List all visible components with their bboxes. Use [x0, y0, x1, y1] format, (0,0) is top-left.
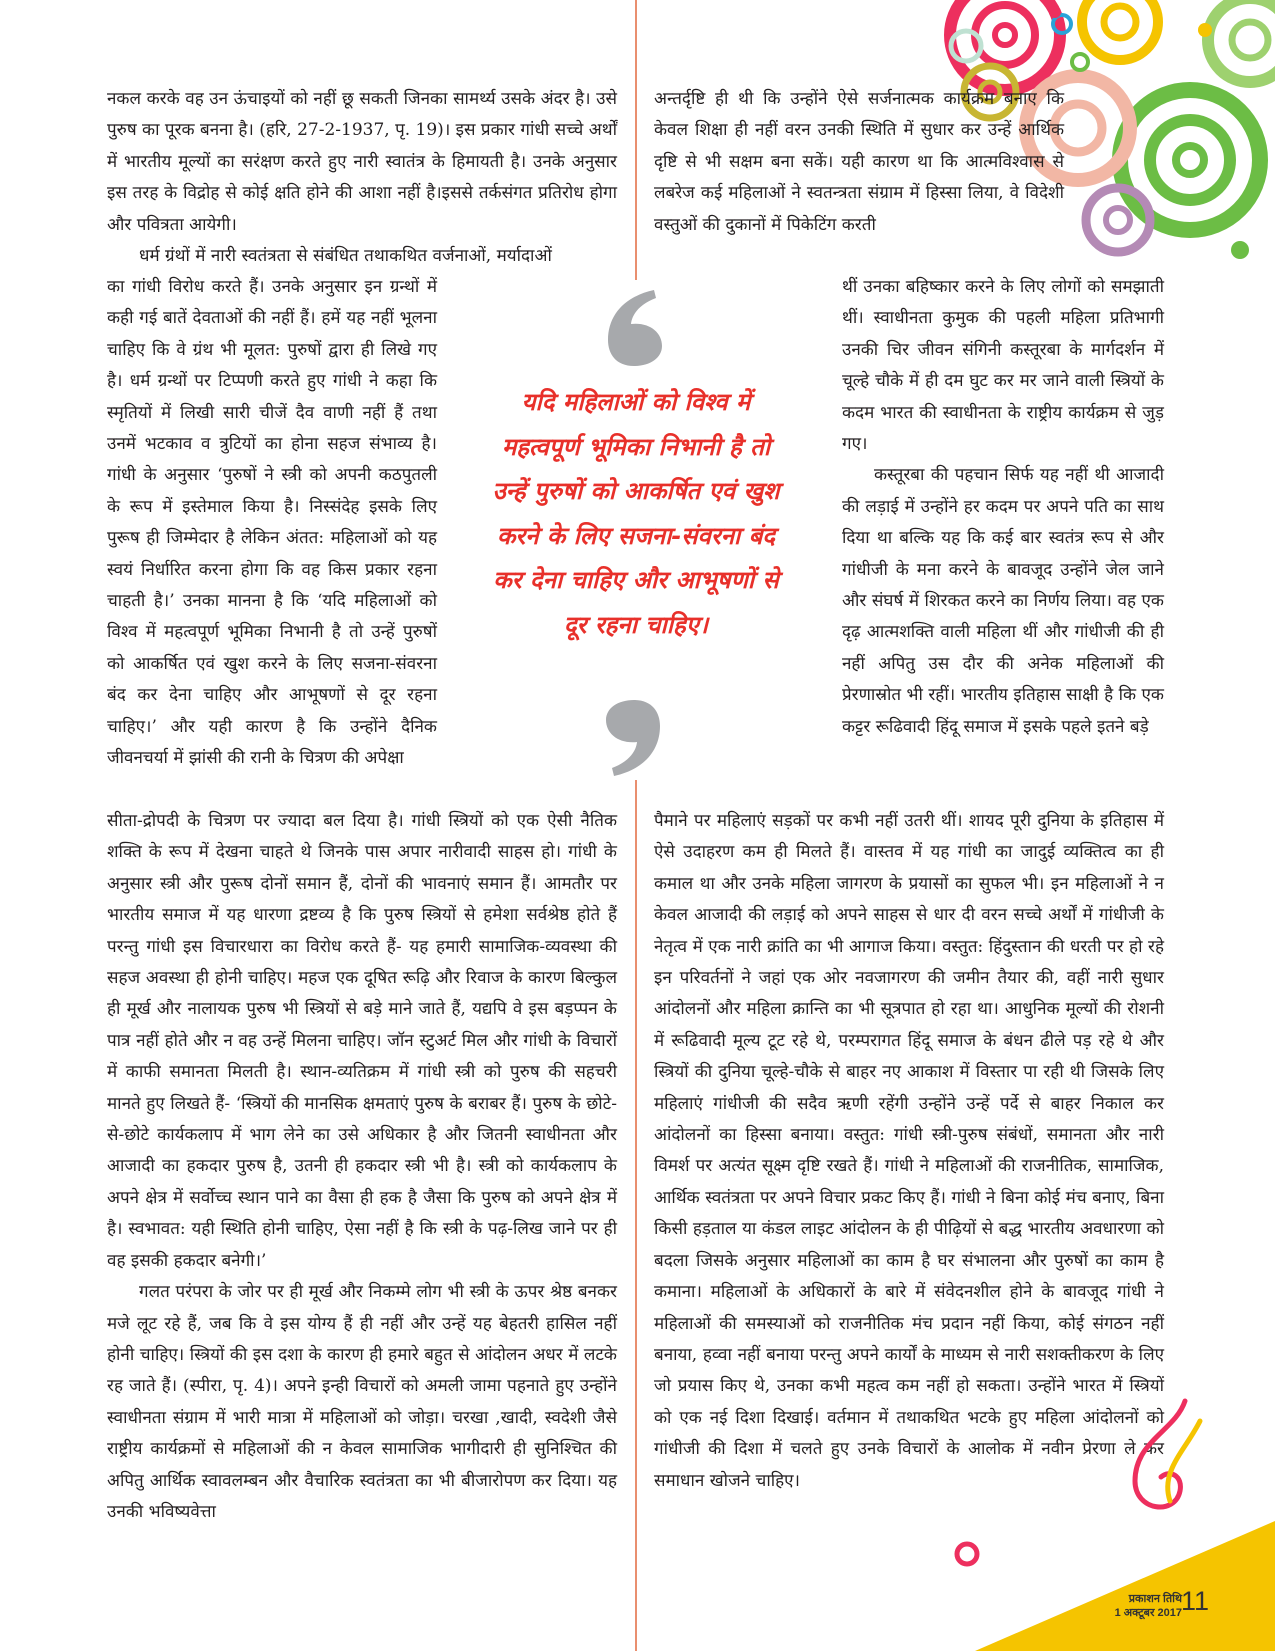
- close-quote-icon: [604, 698, 664, 778]
- left-column-narrow: [107, 272, 437, 775]
- paragraph: का गांधी विरोध करते हैं। उनके अनुसार इन ग्रन्थों में कही गई बातें देवताओं की नहीं हैं। हमें यह नहीं भूलना चाहिए कि वे ग्रंथ भी मूलत: पुरुषों द्वारा ही लिखे गए है। धर्म ग्रन्थों पर टिप्पणी करते हुए गांधी ने कहा कि स्मृतियों में लिखी सारी चीजें दैव वाणी नहीं हैं तथा उनमें भटकाव व त्रुटियों का होना सहज संभाव्य है। गांधी के अनुसार ‘पुरुषों ने स्त्री को अपनी कठपुतली के रूप में इस्तेमाल किया है। निस्संदेह इसके लिए पुरूष ही जिम्मेदार है लेकिन अंतत: महिलाओं को यह स्वयं निर्धारित करना होगा कि वह किस प्रकार रहना चाहती है।’ उनका मानना है कि ‘यदि महिलाओं को विश्व में महत्वपूर्ण भूमिका निभानी है तो उन्हें पुरुषों को आकर्षित एवं खुश करने के लिए सजना-संवरना बंद कर देना चाहिए और आभूषणों से दूर रहना चाहिए।’ और यही कारण है कि उन्होंने दैनिक जीवनचर्या में झांसी की रानी के चित्रण की अपेक्षा: [107, 277, 437, 769]
- paragraph: गलत परंपरा के जोर पर ही मूर्ख और निकम्मे लोग भी स्त्री के ऊपर श्रेष्ठ बनकर मजे लूट रहे हैं, जब कि वे इस योग्य हैं ही नहीं और उन्हें यह बेहतरी हासिल नहीं होनी चाहिए। स्त्रियों की इस दशा के कारण ही हमारे बहुत से आंदोलन अधर में लटके रह जाते हैं। (स्पीरा, पृ. 4)। अपने इन्ही विचारों को अमली जामा पहनाते हुए उन्होंने स्वाधीनता संग्राम में भारी मात्रा में महिलाओं को जोड़ा। चरखा ,खादी, स्वदेशी जैसे राष्ट्रीय कार्यक्रमों से महिलाओं की न केवल सामाजिक भागीदारी ही सुनिश्चित की अपितु आर्थिक स्वावलम्बन और वैचारिक स्वतंत्रता का भी बीजारोपण कर दिया। यह उनकी भविष्यवेत्ता: [107, 1282, 617, 1522]
- publication-date-value: 1 अक्टूबर 2017: [1114, 1607, 1182, 1619]
- paragraph: पैमाने पर महिलाएं सड़कों पर कभी नहीं उतरी थीं। शायद पूरी दुनिया के इतिहास में ऐसे उदाहरण कम ही मिलते हैं। वास्तव में यह गांधी का जादुई व्यक्तित्व का ही कमाल था और उनके महिला जागरण के प्रयासों का सुफल भी। इन महिलाओं ने न केवल आजादी की लड़ाई को अपने साहस से धार दी वरन सच्चे अर्थों में गांधीजी के नेतृत्व में एक नारी क्रांति का भी आगाज किया। वस्तुत: हिंदुस्तान की धरती पर हो रहे इन परिवर्तनों ने जहां एक ओर नवजागरण की जमीन तैयार की, वहीं नारी सुधार आंदोलनों और महिला क्रान्ति का भी सूत्रपात हो रहा था। आधुनिक मूल्यों की रोशनी में रूढिवादी मूल्य टूट रहे थे, परम्परागत हिंदू समाज के बंधन ढीले पड़ रहे थे और स्त्रियों की दुनिया चूल्हे-चौके से बाहर नए आकाश में विस्तार पा रही थी जिसके लिए महिलाएं गांधीजी की सदैव ऋणी रहेंगी उन्होंने उन्हें पर्दे से बाहर निकाल कर आंदोलनों का हिस्सा बनाया। वस्तुत: गांधी स्त्री-पुरुष संबंधों, समानता और नारी विमर्श पर अत्यंत सूक्ष्म दृष्टि रखते हैं। गांधी ने महिलाओं की राजनीतिक, सामाजिक, आर्थिक स्वतंत्रता पर अपने विचार प्रकट किए हैं। गांधी ने बिना कोई मंच बनाए, बिना किसी हड़ताल या कंडल लाइट आंदोलन के ही पीढ़ियों से बद्ध भारतीय अवधारणा को बदला जिसके अनुसार महिलाओं का काम है घर संभालना और पुरुषों का काम है कमाना। महिलाओं के अधिकारों के बारे में संवेदनशील होने के बावजूद गांधी ने महिलाओं की समस्याओं को राजनीतिक मंच प्रदान नहीं किया, कोई संगठन नहीं बनाया, हव्वा नहीं बनाया परन्तु अपने कार्यों के माध्यम से नारी सशक्तीकरण के लिए जो प्रयास किए थे, उनका कभी महत्व कम नहीं हो सकता। उन्होंने भारत में स्त्रियों को एक नई दिशा दिखाई। वर्तमान में तथाकथित भटके हुए महिला आंदोलनों को गांधीजी की दिशा में चलते हुए उनके विचारों के आलोक में नवीन प्रेरणा ले कर समाधान खोजने चाहिए।: [654, 811, 1164, 1491]
- paragraph: अन्तर्दृष्टि ही थी कि उन्होंने ऐसे सर्जनात्मक कार्यक्रम बनाए कि केवल शिक्षा ही नहीं वरन उनकी स्थिति में सुधार कर उन्हें आर्थिक दृष्टि से भी सक्षम बना सकें। यही कारण था कि आत्मविश्वास से लबरेज कई महिलाओं ने स्वतन्त्रता संग्राम में हिस्सा लिया, वे विदेशी वस्तुओं की दुकानों में पिकेटिंग करती: [654, 89, 1064, 235]
- left-column-bottom: [107, 806, 617, 1528]
- page-number: 11: [1180, 1586, 1209, 1616]
- right-column-top: [654, 84, 1064, 241]
- left-column-top: [107, 84, 617, 272]
- column-divider-bottom: [635, 780, 637, 1651]
- paragraph: थीं उनका बहिष्कार करने के लिए लोगों को समझाती थीं। स्वाधीनता कुमुक की पहली महिला प्रतिभागी उनकी चिर जीवन संगिनी कस्तूरबा के मार्गदर्शन में चूल्हे चौके में ही दम घुट कर मर जाने वाली स्त्रियों के कदम भारत की स्वाधीनता के राष्ट्रीय कार्यक्रम से जुड़ गए।: [842, 277, 1164, 455]
- pull-quote: [486, 288, 786, 778]
- right-column-narrow: [842, 272, 1164, 743]
- column-divider-top: [635, 0, 637, 280]
- paragraph: कस्तूरबा की पहचान सिर्फ यह नहीं थी आजादी की लड़ाई में उन्होंने हर कदम पर अपने पति का साथ दिया था बल्कि यह कि कई बार स्वतंत्र रूप से और गांधीजी के मना करने के बावजूद उन्होंने जेल जाने और संघर्ष में शिरकत करने का निर्णय लिया। वह एक दृढ़ आत्मशक्ति वाली महिला थीं और गांधीजी की ही नहीं अपितु उस दौर की अनेक महिलाओं की प्रेरणास्रोत भी रहीं। भारतीय इतिहास साक्षी है कि एक कट्टर रूढिवादी हिंदू समाज में इसके पहले इतने बड़े: [842, 465, 1164, 737]
- paragraph: धर्म ग्रंथों में नारी स्वतंत्रता से संबंधित तथाकथित वर्जनाओं, मर्यादाओं: [139, 246, 552, 267]
- paragraph: नकल करके वह उन ऊंचाइयों को नहीं छू सकती जिनका सामर्थ्य उसके अंदर है। उसे पुरुष का पूरक बनना है। (हरि, 27-2-1937, पृ. 19)। इस प्रकार गांधी सच्चे अर्थों में भारतीय मूल्यों का सरंक्षण करते हुए नारी स्वातंत्र के हिमायती है। उनके अनुसार इस तरह के विद्रोह से कोई क्षति होने की आशा नहीं है।इससे तर्कसंगत प्रतिरोध होगा और पवित्रता आयेगी।: [107, 89, 617, 235]
- pull-quote-text: यदि महिलाओं को विश्व में महत्वपूर्ण भूमिका निभानी है तो उन्हें पुरुषों को आकर्षित एवं खुश करने के लिए सजना-संवरना बंद कर देना चाहिए और आभूषणों से दूर रहना चाहिए।: [492, 388, 780, 639]
- paragraph: सीता-द्रोपदी के चित्रण पर ज्यादा बल दिया है। गांधी स्त्रियों को एक ऐसी नैतिक शक्ति के रूप में देखना चाहते थे जिनके पास अपार नारीवादी साहस हो। गांधी के अनुसार स्त्री और पुरूष दोनों समान हैं, दोनों की भावनाएं समान हैं। आमतौर पर भारतीय समाज में यह धारणा द्रष्टव्य है कि पुरुष स्त्रियों से हमेशा सर्वश्रेष्ठ होते हैं परन्तु गांधी इस विचारधारा का विरोध करते हैं- यह हमारी सामाजिक-व्यवस्था की सहज अवस्था ही होनी चाहिए। महज एक दूषित रूढ़ि और रिवाज के कारण बिल्कुल ही मूर्ख और नालायक पुरुष भी स्त्रियों से बड़े माने जाते हैं, यद्यपि वे इस बड़प्पन के पात्र नहीं होते और न वह उन्हें मिलना चाहिए। जॉन स्टुअर्ट मिल और गांधी के विचारों में काफी समानता मिलती है। स्थान-व्यतिक्रम में गांधी स्त्री को पुरुष की सहचरी मानते हुए लिखते हैं- ‘स्त्रियों की मानसिक क्षमताएं पुरुष के बराबर हैं। पुरुष के छोटे-से-छोटे कार्यकलाप में भाग लेने का उसे अधिकार है और जितनी स्वाधीनता और आजादी का हकदार पुरुष है, उतनी ही हकदार स्त्री भी है। स्त्री को कार्यकलाप के अपने क्षेत्र में सर्वोच्च स्थान पाने का वैसा ही हक है जैसा कि पुरुष को अपने क्षेत्र में है। स्वभावत: यही स्थिति होनी चाहिए, ऐसा नहीं है कि स्त्री के पढ़-लिख जाने पर ही वह इसकी हकदार बनेगी।’: [107, 811, 617, 1271]
- publication-date-label: प्रकाशन तिथि: [1128, 1593, 1182, 1605]
- publication-date: [1115, 1592, 1182, 1620]
- open-quote-icon: [604, 288, 664, 368]
